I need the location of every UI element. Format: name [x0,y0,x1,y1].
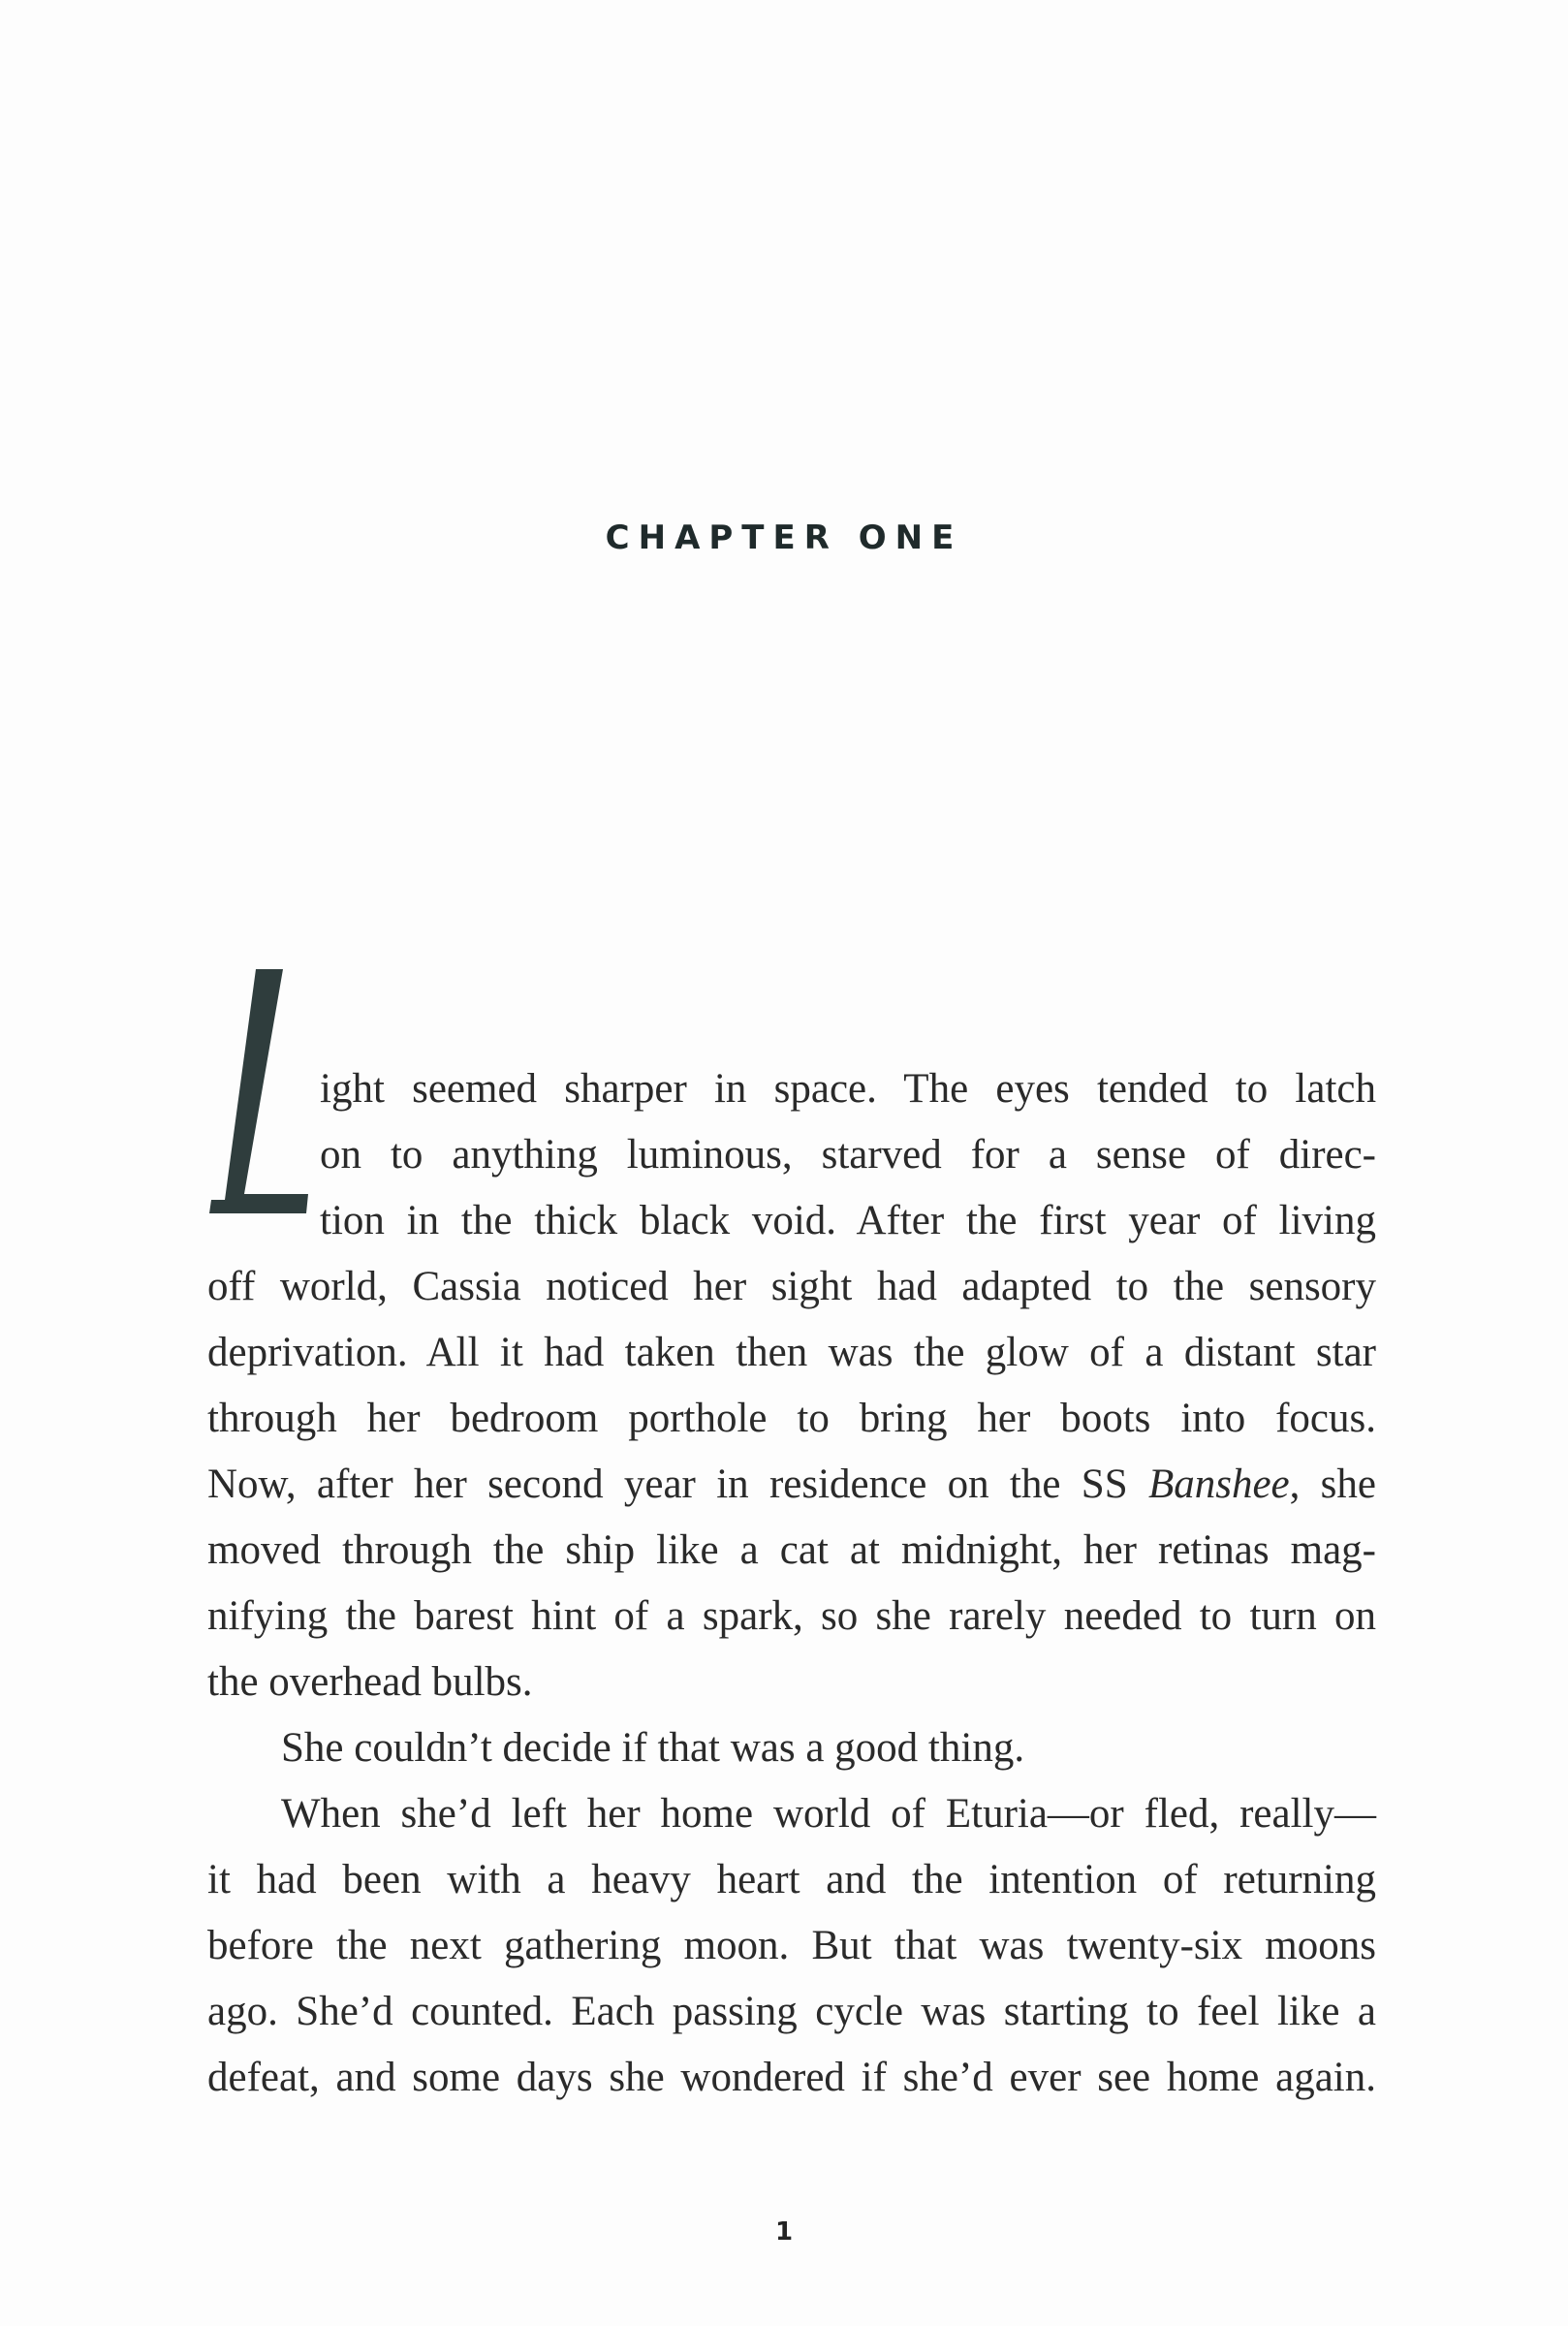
text-line [320,1122,1376,1188]
p1-line10: the overhead bulbs. [207,1659,533,1705]
text-line [207,1254,1376,1320]
text-line [320,1188,1376,1254]
p1-line8: moved through the ship like a cat at midnight, her retinas mag- [207,1527,1376,1573]
text-line [207,2045,1376,2111]
text-line [207,1715,1024,1781]
p1-line2: on to anything luminous, starved for a sense of direc- [320,1132,1376,1178]
text-line [207,1979,1376,2045]
text-line [207,1320,1376,1386]
text-line [281,1781,1376,1847]
chapter-heading: CHAPTER ONE [605,519,963,557]
p1-line1: ight seemed sharper in space. The eyes tended to latch [320,1066,1376,1112]
drop-cap-letter [209,969,316,1241]
text-line [207,1650,533,1715]
p3-line3: before the next gathering moon. But that was twenty-six moons [207,1923,1376,1968]
p3-line4: ago. She’d counted. Each passing cycle was starting to feel like a [207,1989,1376,2034]
text-line [320,1056,1376,1122]
p3-line5: defeat, and some days she wondered if she’d ever see home again. [207,2055,1376,2100]
p1-line6: through her bedroom porthole to bring her boots into focus. [207,1396,1376,1441]
text-line [207,1913,1376,1979]
p2-line1: She couldn’t decide if that was a good thing. [281,1725,1025,1771]
p3-line2: it had been with a heavy heart and the intention of returning [207,1857,1376,1902]
text-line [207,1386,1376,1452]
text-line [207,1518,1376,1584]
page-number: 1 [774,2217,794,2247]
p3-line1: When she’d left her home world of Eturia—or fled, really— [281,1791,1376,1837]
p1-line3: tion in the thick black void. After the first year of living [320,1198,1376,1243]
p1-line7 [207,1462,1376,1507]
p1-line7-pre: Now, after her second year in residence on the SS [207,1462,1148,1507]
p1-line7-post: , she [1289,1462,1376,1507]
ship-name: Banshee [1147,1462,1290,1507]
text-line [207,1452,1376,1518]
text-line [207,1847,1376,1913]
p1-line5: deprivation. All it had taken then was the glow of a distant star [207,1330,1376,1375]
drop-cap-glyph [209,969,316,1241]
text-line [207,1584,1376,1650]
p1-line9: nifying the barest hint of a spark, so she rarely needed to turn on [207,1593,1376,1639]
p1-line4: off world, Cassia noticed her sight had adapted to the sensory [207,1264,1376,1309]
